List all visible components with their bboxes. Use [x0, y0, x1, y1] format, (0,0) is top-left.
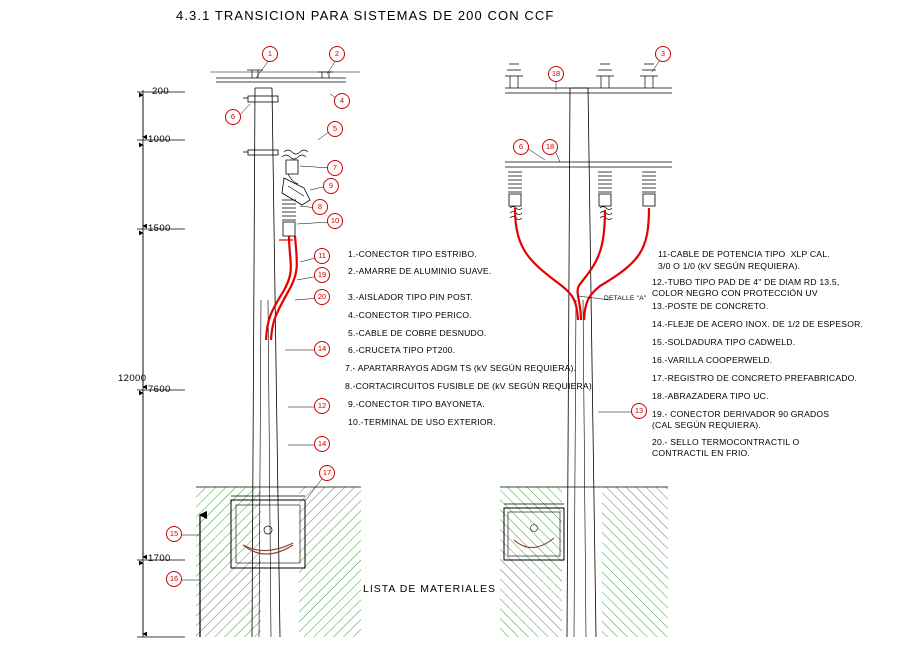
dim-1700: 1700: [148, 553, 171, 564]
material-item-18: 18.-ABRAZADERA TIPO UC.: [652, 391, 769, 401]
balloon-left-16: 16: [166, 571, 182, 587]
material-item-5: 5.-CABLE DE COBRE DESNUDO.: [348, 328, 487, 338]
balloon-left-14b: 14: [314, 436, 330, 452]
material-item-10: 10.-TERMINAL DE USO EXTERIOR.: [348, 417, 496, 427]
dim-200: 200: [152, 86, 170, 97]
material-item-6: 6.-CRUCETA TIPO PT200.: [348, 345, 456, 355]
detail-a-label: DETALLE "A": [604, 295, 647, 302]
balloon-right-18b: 18: [542, 139, 558, 155]
material-item-20b: CONTRACTIL EN FRIO.: [652, 448, 751, 458]
balloon-left-19: 19: [314, 267, 330, 283]
dim-1000: 1000: [148, 134, 171, 145]
dim-7600: 7600: [148, 384, 171, 395]
balloon-right-6: 6: [513, 139, 529, 155]
balloon-right-3: 3: [655, 46, 671, 62]
dim-12000: 12000: [118, 373, 147, 384]
material-item-17: 17.-REGISTRO DE CONCRETO PREFABRICADO.: [652, 373, 858, 383]
balloon-left-9: 9: [323, 178, 339, 194]
material-item-12: 12.-TUBO TIPO PAD DE 4" DE DIAM RD 13.5,: [652, 277, 840, 287]
material-item-7: 7.- APARTARRAYOS ADGM TS (kV SEGÚN REQUIERA).: [345, 363, 577, 373]
material-item-11b: 3/0 O 1/0 (kV SEGÚN REQUIERA).: [658, 261, 801, 271]
material-item-20: 20.- SELLO TERMOCONTRACTIL O: [652, 437, 800, 447]
balloon-left-8: 8: [312, 199, 328, 215]
material-item-8: 8.-CORTACIRCUITOS FUSIBLE DE (kV SEGÚN REQUIERA): [345, 381, 592, 391]
balloon-left-11: 11: [314, 248, 330, 264]
material-item-12b: COLOR NEGRO CON PROTECCIÓN UV: [652, 288, 818, 298]
balloon-right-13: 13: [631, 403, 647, 419]
material-item-19: 19.- CONECTOR DERIVADOR 90 GRADOS: [652, 409, 830, 419]
material-item-11: 11-CABLE DE POTENCIA TIPO XLP CAL.: [658, 249, 830, 259]
balloon-left-12: 12: [314, 398, 330, 414]
balloon-left-7: 7: [327, 160, 343, 176]
balloon-right-18a: 18: [548, 66, 564, 82]
material-item-4: 4.-CONECTOR TIPO PERICO.: [348, 310, 472, 320]
material-item-15: 15.-SOLDADURA TIPO CADWELD.: [652, 337, 796, 347]
balloon-left-15: 15: [166, 526, 182, 542]
balloon-left-10: 10: [327, 213, 343, 229]
material-item-3: 3.-AISLADOR TIPO PIN POST.: [348, 292, 473, 302]
balloon-left-14a: 14: [314, 341, 330, 357]
material-item-19b: (CAL SEGÚN REQUIERA).: [652, 420, 761, 430]
material-item-14: 14.-FLEJE DE ACERO INOX. DE 1/2 DE ESPESOR.: [652, 319, 864, 329]
dim-1500: 1500: [148, 223, 171, 234]
balloon-left-2: 2: [329, 46, 345, 62]
material-item-13: 13.-POSTE DE CONCRETO.: [652, 301, 769, 311]
material-item-16: 16.-VARILLA COOPERWELD.: [652, 355, 773, 365]
balloon-left-17: 17: [319, 465, 335, 481]
material-item-1: 1.-CONECTOR TIPO ESTRIBO.: [348, 249, 477, 259]
material-item-9: 9.-CONECTOR TIPO BAYONETA.: [348, 399, 485, 409]
balloon-left-6: 6: [225, 109, 241, 125]
balloon-left-1: 1: [262, 46, 278, 62]
balloon-left-5: 5: [327, 121, 343, 137]
drawing-title: 4.3.1 TRANSICION PARA SISTEMAS DE 200 CON CCF: [176, 8, 555, 23]
balloon-left-4: 4: [334, 93, 350, 109]
materials-list-title: LISTA DE MATERIALES: [363, 583, 496, 595]
material-item-2: 2.-AMARRE DE ALUMINIO SUAVE.: [348, 266, 492, 276]
balloon-left-20: 20: [314, 289, 330, 305]
